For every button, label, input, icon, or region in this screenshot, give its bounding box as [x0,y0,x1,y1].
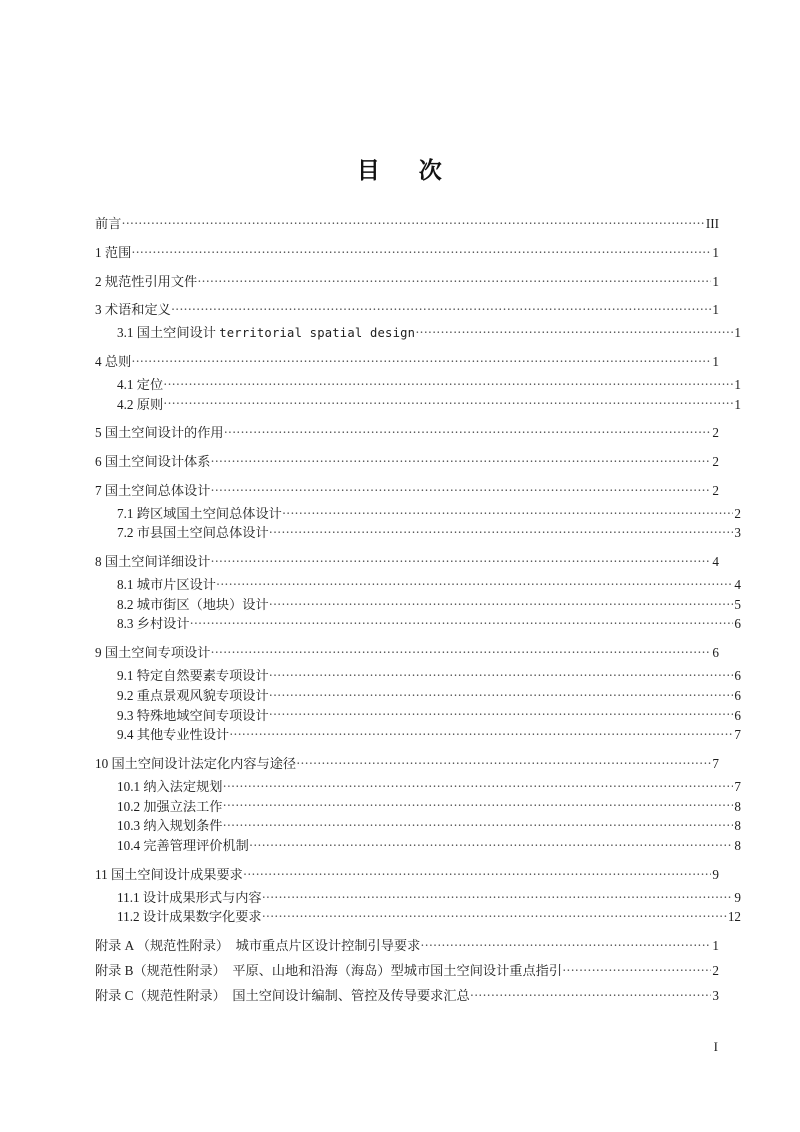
page-title: 目 次 [356,158,444,184]
toc-dot-leader [122,215,705,228]
toc-entry-label: 1 范围 [95,244,132,260]
toc-dot-leader [164,376,734,389]
toc-dot-leader [223,797,733,810]
toc-entry[interactable] [95,908,741,925]
toc-entry[interactable] [95,962,719,979]
toc-entry-page-number: 2 [712,425,719,441]
toc-entry-label: 4.1 定位 [117,376,164,392]
toc-entry[interactable] [95,817,741,834]
toc-entry-label: 附录 A （规范性附录） 城市重点片区设计控制引导要求 [95,938,421,954]
toc-entry-page-number: 6 [712,645,719,661]
toc-entry-page-number: 8 [734,838,741,854]
toc-entry-page-number: 7 [734,727,741,743]
toc-entry-label: 3 术语和定义 [95,302,171,318]
toc-entry[interactable] [95,595,741,612]
toc-entry[interactable] [95,667,741,684]
toc-dot-leader [297,755,712,768]
toc-entry[interactable] [95,504,741,521]
toc-entry-page-number: 6 [734,616,741,632]
toc-entry-label-term: territorial spatial design [219,326,416,341]
toc-dot-leader [269,706,733,719]
toc-entry-page-number: 2 [712,962,719,978]
toc-entry-label: 4 总则 [95,354,132,370]
toc-entry-label: 4.2 原则 [117,396,164,412]
toc-entry-page-number: 1 [712,938,719,954]
toc-entry[interactable] [95,797,741,814]
toc-entry[interactable] [95,888,741,905]
toc-entry-page-number: 4 [734,576,741,592]
toc-dot-leader [230,726,734,739]
toc-entry-label: 8.2 城市街区（地块）设计 [117,596,269,612]
toc-dot-leader [416,324,734,337]
toc-entry[interactable] [95,866,719,883]
toc-dot-leader [198,273,712,286]
toc-entry[interactable] [95,706,741,723]
toc-entry-page-number: 4 [712,554,719,570]
toc-entry-page-number: 3 [734,525,741,541]
toc-dot-leader [211,453,712,466]
toc-entry-label: 9.3 特殊地域空间专项设计 [117,707,269,723]
toc-dot-leader [269,524,733,537]
toc-entry-page-number: 7 [734,778,741,794]
toc-dot-leader [171,301,711,314]
toc-entry-label: 7 国土空间总体设计 [95,482,211,498]
toc-entry-label: 9.1 特定自然要素专项设计 [117,667,269,683]
toc-entry-label: 附录 C（规范性附录） 国土空间设计编制、管控及传导要求汇总 [95,987,470,1003]
toc-entry-label: 9 国土空间专项设计 [95,645,211,661]
toc-entry-label: 11.1 设计成果形式与内容 [117,889,262,905]
toc-entry[interactable] [95,376,741,393]
toc-entry[interactable] [95,273,719,290]
toc-entry-page-number: 6 [734,687,741,703]
toc-dot-leader [132,353,712,366]
toc-entry-label: 9.4 其他专业性设计 [117,727,230,743]
toc-entry[interactable] [95,324,741,341]
toc-dot-leader [164,395,734,408]
toc-dot-leader [223,817,733,830]
toc-entry-page-number: 6 [734,707,741,723]
toc-entry-page-number: 9 [712,866,719,882]
toc-entry[interactable] [95,937,719,954]
toc-entry[interactable] [95,687,741,704]
toc-entry[interactable] [95,244,719,261]
toc-dot-leader [211,553,712,566]
toc-entry-page-number: 6 [734,667,741,683]
toc-entry[interactable] [95,726,741,743]
toc-dot-leader [563,962,712,975]
footer-page-number: I [713,1039,718,1054]
toc-entry[interactable] [95,615,741,632]
toc-dot-leader [421,937,712,950]
toc-entry[interactable] [95,482,719,499]
toc-entry-page-number: 1 [712,244,719,260]
toc-entry-label: 5 国土空间设计的作用 [95,425,224,441]
toc-entry-page-number: 1 [734,376,741,392]
toc-entry-page-number: 2 [712,482,719,498]
toc-entry-page-number: III [705,216,719,232]
toc-entry-page-number: 1 [712,354,719,370]
toc-entry-page-number: 1 [712,273,719,289]
toc-entry-label: 3.1 国土空间设计 [117,325,220,341]
toc-dot-leader [243,866,711,879]
toc-entry-page-number: 2 [712,454,719,470]
toc-dot-leader [190,615,733,628]
toc-entry-label: 7.1 跨区域国土空间总体设计 [117,505,282,521]
toc-entry[interactable] [95,395,741,412]
toc-entry[interactable] [95,837,741,854]
toc-dot-leader [224,424,711,437]
table-of-contents [95,215,741,1003]
toc-entry-label: 9.2 重点景观风貌专项设计 [117,687,269,703]
toc-dot-leader [282,504,733,517]
toc-entry-label: 附录 B（规范性附录） 平原、山地和沿海（海岛）型城市国土空间设计重点指引 [95,962,563,978]
toc-dot-leader [269,595,733,608]
toc-entry-label: 8.3 乡村设计 [117,616,190,632]
toc-entry-label: 11.2 设计成果数字化要求 [117,909,262,925]
toc-entry-label: 10.2 加强立法工作 [117,798,223,814]
toc-dot-leader [211,482,712,495]
toc-entry-page-number: 1 [734,325,741,341]
toc-entry-page-number: 3 [712,987,719,1003]
toc-entry-page-number: 7 [712,756,719,772]
toc-entry-label: 8.1 城市片区设计 [117,576,216,592]
toc-entry-page-number: 1 [712,302,719,318]
toc-dot-leader [249,837,733,850]
toc-dot-leader [269,687,733,700]
toc-dot-leader [211,644,712,657]
toc-entry-page-number: 1 [734,396,741,412]
toc-entry[interactable] [95,301,719,318]
toc-entry-label: 6 国土空间设计体系 [95,454,211,470]
toc-dot-leader [223,778,733,791]
toc-dot-leader [470,987,711,1000]
toc-entry-label: 10.4 完善管理评价机制 [117,838,249,854]
toc-entry-page-number: 9 [734,889,741,905]
toc-entry-label: 11 国土空间设计成果要求 [95,866,243,882]
toc-entry-label: 7.2 市县国土空间总体设计 [117,525,269,541]
toc-entry-page-number: 12 [727,909,741,925]
toc-entry[interactable] [95,424,719,441]
toc-entry-label: 10.1 纳入法定规划 [117,778,223,794]
toc-entry-label: 2 规范性引用文件 [95,273,198,289]
toc-entry[interactable] [95,576,741,593]
toc-entry-label: 10.3 纳入规划条件 [117,818,223,834]
toc-entry[interactable] [95,553,719,570]
toc-entry[interactable] [95,987,719,1004]
toc-entry-label: 10 国土空间设计法定化内容与途径 [95,756,297,772]
toc-entry[interactable] [95,453,719,470]
toc-dot-leader [262,888,733,901]
toc-entry[interactable] [95,353,719,370]
toc-dot-leader [216,576,733,589]
toc-entry[interactable] [95,778,741,795]
toc-entry[interactable] [95,524,741,541]
toc-entry-label: 8 国土空间详细设计 [95,554,211,570]
toc-dot-leader [269,667,733,680]
toc-entry-page-number: 8 [734,798,741,814]
toc-dot-leader [262,908,727,921]
toc-entry-page-number: 8 [734,818,741,834]
toc-entry[interactable] [95,755,719,772]
toc-entry-page-number: 2 [734,505,741,521]
toc-dot-leader [132,244,712,257]
toc-entry-label: 前言 [95,216,122,232]
toc-entry-page-number: 5 [734,596,741,612]
toc-entry[interactable] [95,644,719,661]
toc-entry[interactable] [95,215,719,232]
